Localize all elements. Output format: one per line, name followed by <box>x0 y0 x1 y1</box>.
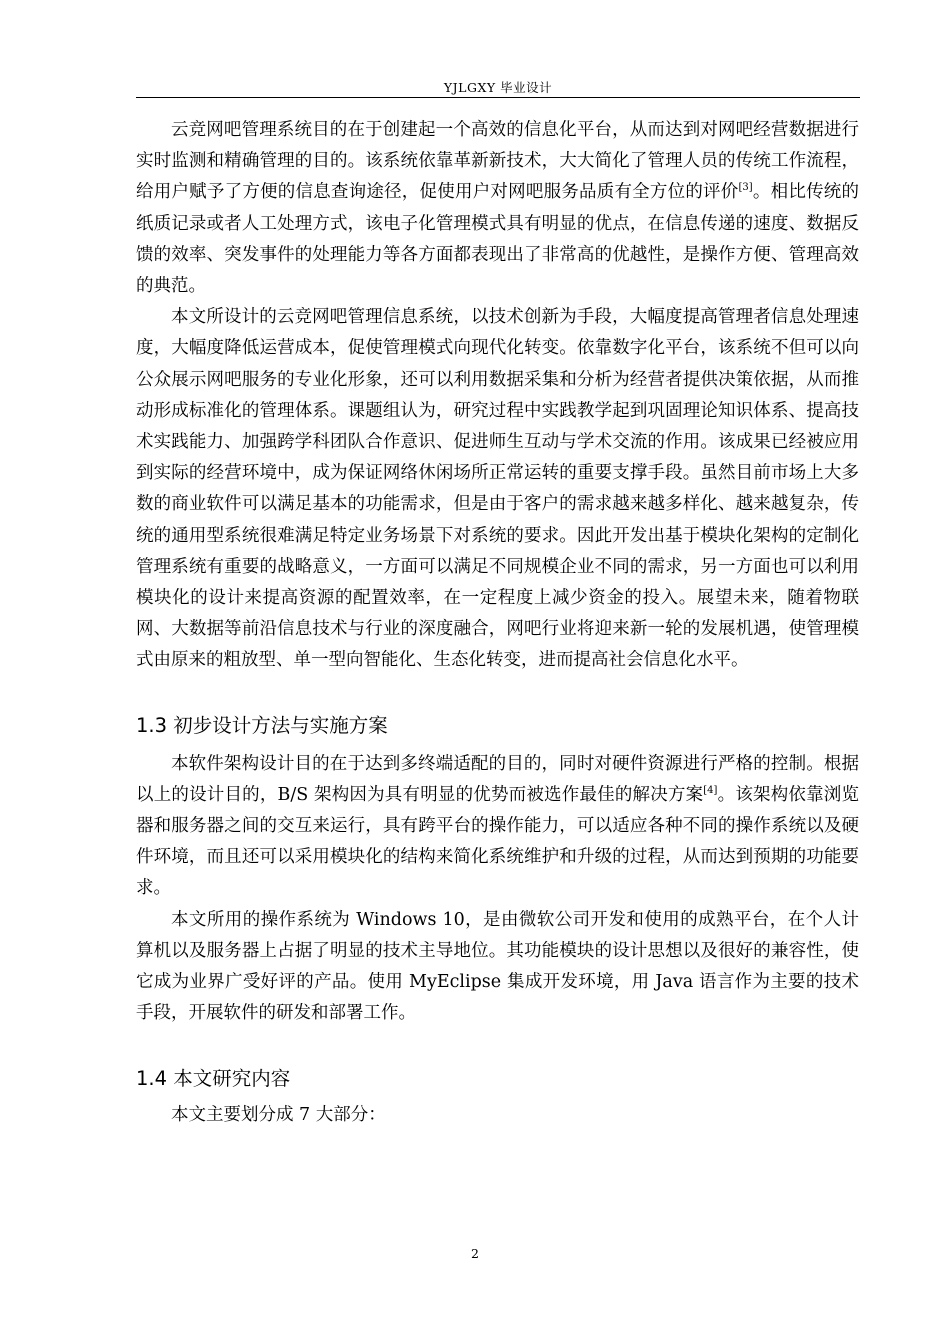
paragraph-3-text-cont: 。该架构依靠浏览器和服务器之间的交互来运行，具有跨平台的操作能力，可以适应各种不同的操作系统以及硬件环境，而且还可以采用模块化的结构来简化系统维护和升级的过程，从而达到预期的功能要求。 <box>136 784 859 899</box>
citation-3: [3] <box>738 182 753 194</box>
paragraph-3-text: 本软件架构设计目的在于达到多终端适配的目的，同时对硬件资源进行严格的控制。根据以上的设计目的，B/S 架构因为具有明显的优势而被选作最佳的解决方案 <box>136 753 859 805</box>
page-header: YJLGXY 毕业设计 <box>443 80 553 95</box>
page-number: 2 <box>471 1246 479 1261</box>
paragraph-2: 本文所设计的云竞网吧管理信息系统，以技术创新为手段，大幅度提高管理者信息处理速度，大幅度降低运营成本，促使管理模式向现代化转变。依靠数字化平台，该系统不但可以向公众展示网吧服务的专业化形象，还可以利用数据采集和分析为经营者提供决策依据，从而推动形成标准化的管理体系。课题组认为，研究过程中实践教学起到巩固理论知识体系、提高技术实践能力、加强跨学科团队合作意识、促进师生互动与学术交流的作用。该成果已经被应用到实际的经营环境中，成为保证网络休闲场所正常运转的重要支撑手段。虽然目前市场上大多数的商业软件可以满足基本的功能需求，但是由于客户的需求越来越多样化、越来越复杂，传统的通用型系统很难满足特定业务场景下对系统的要求。因此开发出基于模块化架构的定制化管理系统有重要的战略意义，一方面可以满足不同规模企业不同的需求，另一方面也可以利用模块化的设计来提高资源的配置效率，在一定程度上减少资金的投入。展望未来，随着物联网、大数据等前沿信息技术与行业的深度融合，网吧行业将迎来新一轮的发展机遇，使管理模式由原来的粗放型、单一型向智能化、生态化转变，进而提高社会信息化水平。 <box>136 307 859 671</box>
section-heading-1-3: 1.3 初步设计方法与实施方案 <box>136 713 388 737</box>
paragraph-1 <box>136 115 859 302</box>
paragraph-5: 本文主要划分成 7 大部分： <box>171 1105 386 1126</box>
body-text <box>136 115 859 1132</box>
header-divider <box>136 97 860 98</box>
citation-4: [4] <box>703 784 718 796</box>
section-heading-1-4: 1.4 本文研究内容 <box>136 1067 291 1091</box>
paragraph-1-text-cont: 。相比传统的纸质记录或者人工处理方式，该电子化管理模式具有明显的优点，在信息传递的速度、数据反馈的效率、突发事件的处理能力等各方面都表现出了非常高的优越性，是操作方便、管理高效的典范。 <box>136 182 860 297</box>
paragraph-3 <box>136 749 859 905</box>
paragraph-4: 本文所用的操作系统为 Windows 10，是由微软公司开发和使用的成熟平台，在个人计算机以及服务器上占据了明显的技术主导地位。其功能模块的设计思想以及很好的兼容性，使它成为业界广受好评的产品。使用 MyEclipse 集成开发环境，用 Java 语言作为主要的技术手段，开展软件的研发和部署工作。 <box>136 909 859 1024</box>
paragraph-1-text: 云竞网吧管理系统目的在于创建起一个高效的信息化平台，从而达到对网吧经营数据进行实时监测和精确管理的目的。该系统依靠革新新技术，大大简化了管理人员的传统工作流程，给用户赋予了方便的信息查询途径，促使用户对网吧服务品质有全方位的评价 <box>136 120 859 203</box>
